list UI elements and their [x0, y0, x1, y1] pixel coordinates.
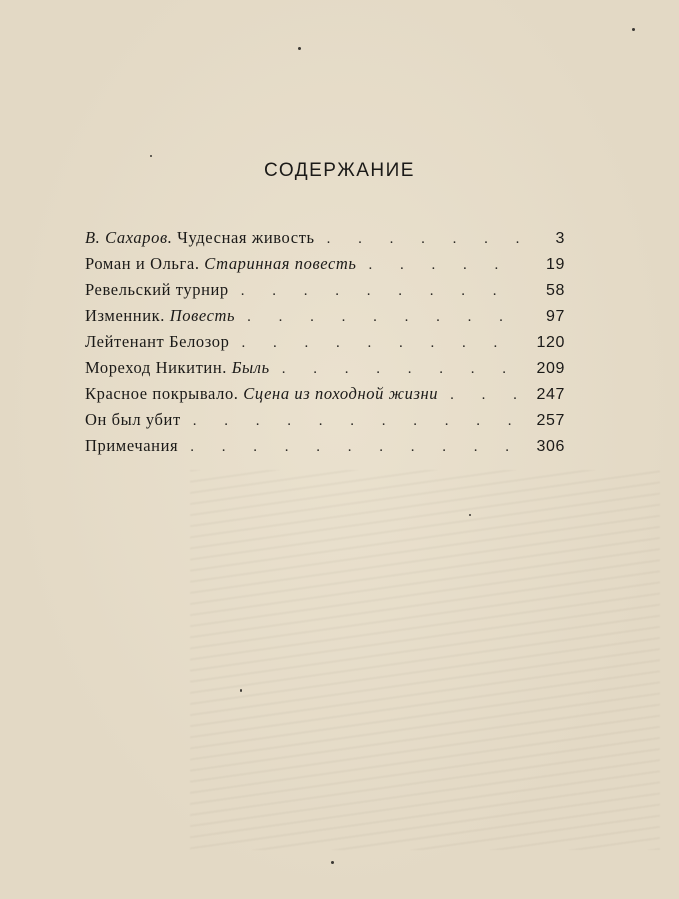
toc-page-number: 58: [546, 282, 565, 299]
toc-entry-text: [85, 332, 230, 352]
toc-entry-author: В. Сахаров.: [85, 228, 173, 247]
toc-entry: [85, 358, 565, 384]
page-title: СОДЕРЖАНИЕ: [264, 160, 415, 181]
toc-entry-subtitle: Быль: [231, 358, 270, 377]
dot-leader: [193, 413, 521, 430]
toc-entry-title: Чудесная живость: [172, 228, 315, 247]
toc-page-number: 97: [546, 308, 565, 325]
dot-leader: [327, 231, 521, 248]
toc-entry-text: [85, 436, 178, 456]
dot-leader: [242, 335, 522, 352]
bleed-through-texture: [190, 470, 660, 850]
toc-entry-text: [85, 410, 181, 430]
toc-page-number: 19: [546, 256, 565, 273]
dot-leader: [241, 283, 521, 300]
dot-leader: [450, 387, 521, 404]
toc-entry: [85, 306, 565, 332]
toc-entry-title: Мореход Никитин.: [85, 358, 232, 377]
toc-entry-title: Он был убит: [85, 410, 181, 429]
dot-leader: [369, 257, 521, 274]
toc-entry-text: [85, 228, 315, 248]
paper-speck: [298, 47, 301, 50]
toc-entry: [85, 384, 565, 410]
toc-entry-text: [85, 254, 357, 274]
toc-page-number: 3: [555, 230, 565, 247]
paper-speck: [150, 155, 152, 157]
toc-entry: [85, 436, 565, 462]
toc-entry-title: Примечания: [85, 436, 179, 455]
table-of-contents: [85, 228, 565, 462]
toc-page-number: 209: [536, 360, 565, 377]
toc-entry: [85, 228, 565, 254]
toc-entry-title: Лейтенант Белозор: [85, 332, 230, 351]
toc-entry-title: Изменник.: [85, 306, 170, 325]
toc-entry-title: Ревельский турнир: [85, 280, 229, 299]
toc-entry-text: [85, 306, 235, 326]
toc-page-number: 120: [536, 334, 565, 351]
dot-leader: [282, 361, 521, 378]
toc-entry: [85, 410, 565, 436]
dot-leader: [190, 439, 521, 456]
toc-entry-subtitle: Повесть: [169, 306, 236, 325]
paper-speck: [331, 861, 334, 864]
toc-entry: [85, 254, 565, 280]
toc-entry: [85, 332, 565, 358]
dot-leader: [247, 309, 521, 326]
toc-entry-text: [85, 358, 270, 378]
paper-speck: [469, 514, 471, 516]
paper-speck: [240, 689, 242, 692]
toc-entry: [85, 280, 565, 306]
toc-entry-title: Роман и Ольга.: [85, 254, 205, 273]
toc-entry-title: Красное покрывало.: [85, 384, 244, 403]
toc-page-number: 257: [536, 412, 565, 429]
toc-entry-subtitle: Сцена из походной жизни: [243, 384, 439, 403]
toc-page-number: 247: [536, 386, 565, 403]
toc-page-number: 306: [536, 438, 565, 455]
toc-entry-text: [85, 280, 229, 300]
toc-entry-subtitle: Старинная повесть: [204, 254, 357, 273]
paper-speck: [632, 28, 635, 31]
toc-entry-text: [85, 384, 438, 404]
